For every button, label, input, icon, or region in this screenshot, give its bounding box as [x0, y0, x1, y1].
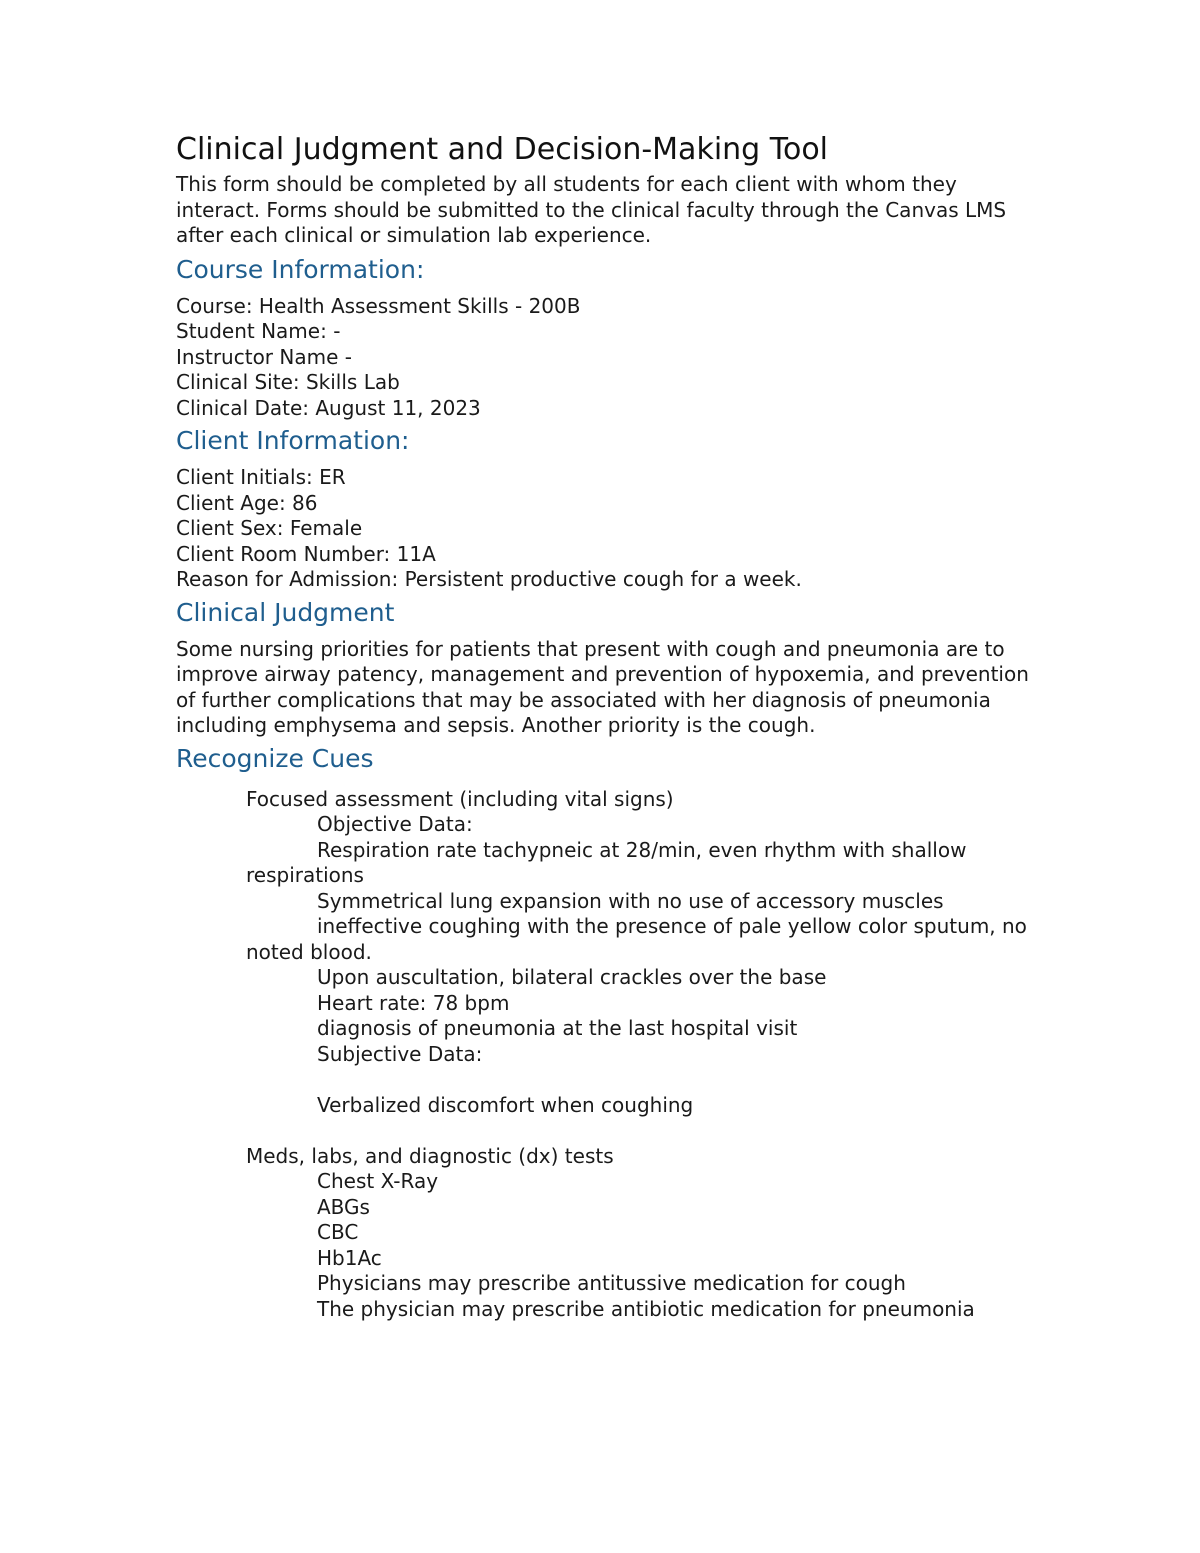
recognize-cues-section [246, 787, 1036, 1323]
clinical-judgment-paragraph: Some nursing priorities for patients that present with cough and pneumonia are to improve airway patency, management and prevention of hypoxemia, and prevention of further complications that may be associated with her diagnosis of pneumonia including emphysema and sepsis. Another priority is the cough. [176, 636, 1029, 737]
meds-item: The physician may prescribe antibiotic medication for pneumonia [317, 1296, 975, 1321]
admission-reason-field: Reason for Admission: Persistent productive cough for a week. [176, 567, 802, 591]
blank-line [246, 1067, 1036, 1093]
subjective-item: Verbalized discomfort when coughing [317, 1092, 694, 1117]
course-field: Course: Health Assessment Skills - 200B [176, 293, 581, 318]
meds-item: Physicians may prescribe antitussive medication for cough [317, 1271, 906, 1295]
client-age-field: Client Age: 86 [176, 490, 318, 515]
objective-item: Heart rate: 78 bpm [317, 990, 510, 1015]
objective-item: diagnosis of pneumonia at the last hospital visit [317, 1016, 798, 1040]
clinical-judgment-heading: Clinical Judgment [176, 597, 395, 627]
clinical-date-field: Clinical Date: August 11, 2023 [176, 395, 481, 420]
objective-item: Upon auscultation, bilateral crackles over the base [317, 965, 827, 989]
clinical-site-field: Clinical Site: Skills Lab [176, 370, 400, 394]
instructor-name-field: Instructor Name - [176, 344, 352, 369]
intro-paragraph: This form should be completed by all students for each client with whom they interact. Forms should be submitted to the clinical faculty through the Canvas LMS after each clinical or simulation lab experience. [176, 172, 1007, 247]
meds-item: Hb1Ac [317, 1245, 382, 1270]
subjective-data-label: Subjective Data: [317, 1041, 483, 1066]
meds-item: Chest X-Ray [317, 1169, 439, 1193]
course-information-section [176, 294, 1036, 422]
objective-item: ineffective coughing with the presence of pale yellow color sputum, no noted blood. [246, 914, 1027, 964]
blank-line [246, 1118, 1036, 1144]
document-page [176, 128, 1036, 1322]
client-sex-field: Client Sex: Female [176, 516, 363, 540]
client-information-heading: Client Information: [176, 426, 410, 455]
objective-data-label: Objective Data: [317, 812, 473, 836]
objective-item: Symmetrical lung expansion with no use of accessory muscles [317, 888, 944, 913]
student-name-field: Student Name: - [176, 319, 341, 343]
focused-assessment-label: Focused assessment (including vital signs) [246, 786, 674, 811]
course-information-heading: Course Information: [176, 254, 425, 284]
client-information-section [176, 465, 1036, 593]
meds-item: CBC [317, 1220, 359, 1244]
document-title: Clinical Judgment and Decision-Making Tool [176, 132, 829, 167]
objective-item: Respiration rate tachypneic at 28/min, even rhythm with shallow respirations [246, 837, 967, 887]
meds-item: ABGs [317, 1194, 370, 1219]
client-initials-field: Client Initials: ER [176, 465, 346, 489]
recognize-cues-heading: Recognize Cues [176, 743, 374, 773]
client-room-field: Client Room Number: 11A [176, 541, 436, 566]
meds-labs-label: Meds, labs, and diagnostic (dx) tests [246, 1143, 614, 1168]
